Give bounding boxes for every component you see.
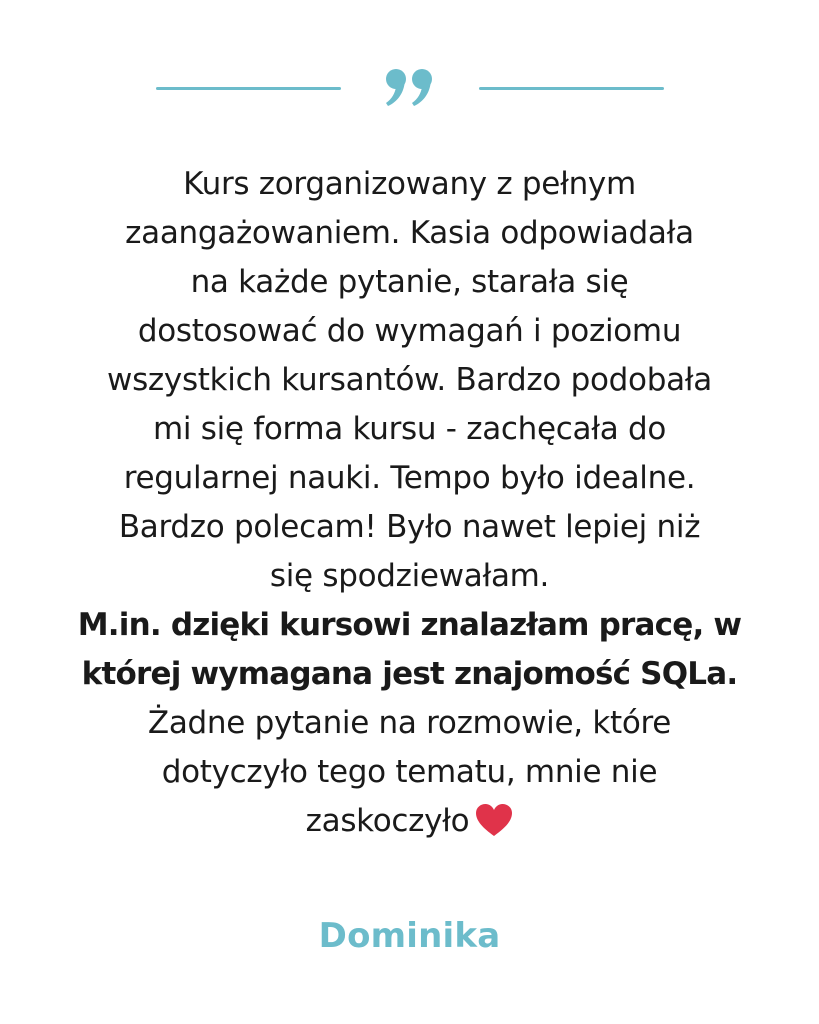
- author-name: Dominika: [318, 916, 501, 956]
- testimonial-line: na każde pytanie, starała się: [190, 264, 629, 300]
- quote-icon: [375, 66, 445, 110]
- testimonial-line: dostosować do wymagań i poziomu: [137, 313, 682, 349]
- testimonial-line: się spodziewałam.: [269, 558, 550, 594]
- testimonial-line: regularnej nauki. Tempo było idealne.: [123, 460, 696, 496]
- testimonial-text: [40, 160, 779, 846]
- testimonial-line: wszystkich kursantów. Bardzo podobała: [107, 362, 712, 398]
- left-divider: [156, 87, 341, 90]
- highlight-line: M.in. dzięki kursowi znalazłam pracę, w: [77, 607, 742, 643]
- testimonial-last-word: zaskoczyło: [305, 803, 470, 839]
- testimonial-line: mi się forma kursu - zachęcała do: [152, 411, 667, 447]
- heart-icon: [475, 803, 513, 837]
- testimonial-last-line: [40, 797, 779, 846]
- testimonial-line: dotyczyło tego tematu, mnie nie: [161, 754, 658, 790]
- right-divider: [479, 87, 664, 90]
- quote-header: [0, 66, 819, 110]
- testimonial-line: Żadne pytanie na rozmowie, które: [147, 705, 672, 741]
- highlight-line: której wymagana jest znajomość SQLa.: [81, 656, 738, 692]
- testimonial-line: Bardzo polecam! Było nawet lepiej niż: [118, 509, 701, 545]
- testimonial-line: zaangażowaniem. Kasia odpowiadała: [125, 215, 694, 251]
- testimonial-line: Kurs zorganizowany z pełnym: [183, 166, 636, 202]
